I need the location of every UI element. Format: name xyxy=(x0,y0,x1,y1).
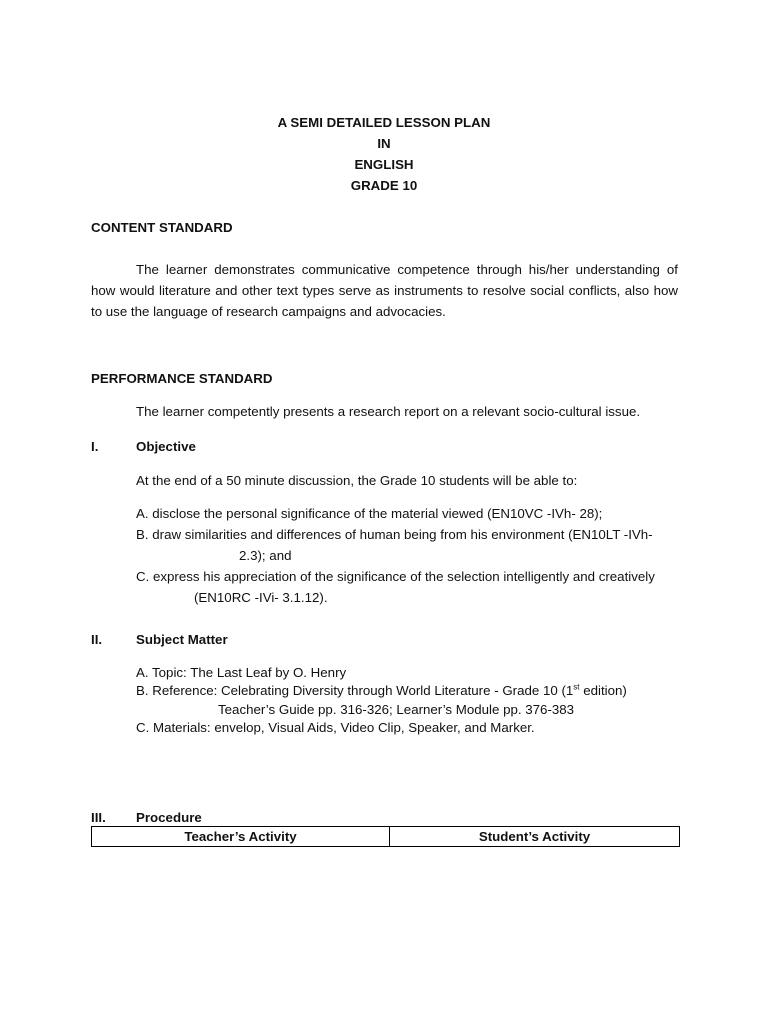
subject-matter-reference-line-2: Teacher’s Guide pp. 316-326; Learner’s Module pp. 376-383 xyxy=(218,702,575,717)
subject-matter-topic: A. Topic: The Last Leaf by O. Henry xyxy=(136,665,347,680)
subject-matter-heading: Subject Matter xyxy=(136,632,228,647)
performance-standard-text: The learner competently presents a research report on a relevant socio-cultural issue. xyxy=(136,404,641,419)
performance-standard-heading: PERFORMANCE STANDARD xyxy=(91,371,273,386)
teacher-activity-header: Teacher’s Activity xyxy=(92,827,390,847)
subject-matter-numeral: II. xyxy=(91,632,103,647)
content-standard-line-3: to use the language of research campaigns and advocacies. xyxy=(91,304,446,319)
objective-item-b-line-2: 2.3); and xyxy=(239,548,292,563)
objective-item-c-line-1: C. express his appreciation of the significance of the selection intelligently and creatively xyxy=(136,569,655,584)
content-standard-line-1: The learner demonstrates communicative competence through his/her understanding of xyxy=(136,262,678,277)
objective-item-c-line-2: (EN10RC -IVi- 3.1.12). xyxy=(194,590,328,605)
procedure-numeral: III. xyxy=(91,810,106,825)
objective-item-b-line-1: B. draw similarities and differences of human being from his environment (EN10LT -IVh- xyxy=(136,527,653,542)
content-standard-heading: CONTENT STANDARD xyxy=(91,220,233,235)
procedure-table xyxy=(91,826,680,847)
student-activity-header: Student’s Activity xyxy=(390,827,680,847)
objective-numeral: I. xyxy=(91,439,99,454)
title-line-4: GRADE 10 xyxy=(350,178,418,193)
objective-intro: At the end of a 50 minute discussion, the Grade 10 students will be able to: xyxy=(136,473,578,488)
procedure-heading: Procedure xyxy=(136,810,202,825)
objective-item-a: A. disclose the personal significance of the material viewed (EN10VC -IVh- 28); xyxy=(136,506,603,521)
title-line-1: A SEMI DETAILED LESSON PLAN xyxy=(277,115,491,130)
subject-matter-materials: C. Materials: envelop, Visual Aids, Video Clip, Speaker, and Marker. xyxy=(136,720,535,735)
title-line-2: IN xyxy=(377,136,391,151)
reference-text-post: edition) xyxy=(579,683,627,698)
reference-superscript: st xyxy=(573,682,580,692)
procedure-table-header-row xyxy=(92,827,680,847)
objective-heading: Objective xyxy=(136,439,196,454)
reference-text-pre: B. Reference: Celebrating Diversity through World Literature - Grade 10 (1 xyxy=(136,683,574,698)
content-standard-line-2: how would literature and other text types serve as instruments to resolve social conflicts, also how xyxy=(91,283,678,298)
title-line-3: ENGLISH xyxy=(354,157,414,172)
subject-matter-reference-line-1 xyxy=(136,683,627,698)
